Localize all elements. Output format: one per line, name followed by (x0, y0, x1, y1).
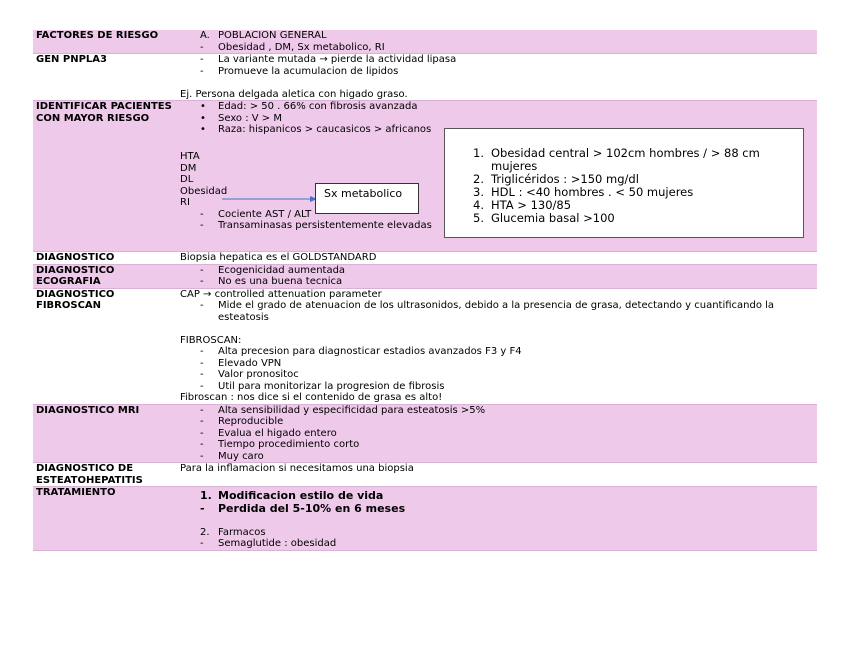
document-table (33, 30, 817, 551)
table-row: DIAGNOSTICO Biopsia hepatica es el GOLDSTANDARD (33, 252, 817, 265)
row-label: IDENTIFICAR PACIENTES CON MAYOR RIESGO (33, 101, 178, 252)
row-label: TRATAMIENTO (33, 487, 178, 551)
row-label: GEN PNPLA3 (36, 54, 107, 65)
table-row: DIAGNOSTICO DE ESTEATOHEPATITIS Para la inflamacion si necesitamos una biopsia (33, 463, 817, 487)
list-item: 3. HDL : <40 hombres . < 50 mujeres (473, 185, 694, 199)
row-label: DIAGNOSTICO DE ESTEATOHEPATITIS (36, 463, 143, 486)
table-row: FACTORES DE RIESGO A. POBLACION GENERAL - Obesidad , DM, Sx metabolico, RI (33, 30, 817, 54)
list-item: 5. Glucemia basal >100 (473, 211, 615, 225)
row-label: DIAGNOSTICO (36, 252, 115, 263)
arrow-right-icon (222, 196, 318, 202)
list-item: 2. Triglicéridos : >150 mg/dl (473, 172, 639, 186)
row-label: DIAGNOSTICO ECOGRAFIA (33, 264, 178, 288)
list-item: 4. HTA > 130/85 (473, 198, 572, 212)
table-row: DIAGNOSTICO MRI - Alta sensibilidad y especificidad para esteatosis >5% - Reproducible - Evalua el higado entero - Tiempo procedimiento corto - Muy caro (33, 404, 817, 463)
example-note: Ej. Persona delgada aletica con higado graso. (180, 88, 408, 100)
metabolic-criteria-callout (444, 128, 804, 238)
row-label: DIAGNOSTICO FIBROSCAN (36, 288, 115, 311)
sx-metabolico-box: Sx metabolico (315, 183, 419, 214)
table-row: DIAGNOSTICO FIBROSCAN CAP → controlled attenuation parameter - Mide el grado de atenuacion de los ultrasonidos, debido a la presencia de grasa, detectando y cuantificando la esteatosis FIBROSCAN: - Alta precesion para diagnosticar estadios avanzados F3 y F4 - Elevado VPN - Valor pronositoc - Util para monitorizar la progresion de fibrosis Fibroscan : nos dice si el contenido de grasa es alto! (33, 288, 817, 404)
table-row: TRATAMIENTO 1. Modificacion estilo de vida - Perdida del 5-10% en 6 meses 2. Farmacos - Semaglutide : obesidad (33, 487, 817, 551)
list-item: 1. Obesidad central > 102cm hombres / > 88 cm mujeres (473, 146, 760, 173)
row-label: DIAGNOSTICO MRI (33, 404, 178, 463)
table-row: IDENTIFICAR PACIENTES CON MAYOR RIESGO • Edad: > 50 . 66% con fibrosis avanzada • Sexo : V > M • Raza: hispanicos > caucasicos > africanos HTA DM DL Obesidad RI - Cociente AST / ALT - Transaminasas persistentemente elevadas (33, 101, 817, 252)
table-row: GEN PNPLA3 - La variante mutada → pierde la actividad lipasa - Promueve la acumulacion de lipidos Ej. Persona delgada aletica con higado graso. (33, 54, 817, 101)
table-row: DIAGNOSTICO ECOGRAFIA - Ecogenicidad aumentada - No es una buena tecnica (33, 264, 817, 288)
row-label: FACTORES DE RIESGO (33, 30, 178, 54)
